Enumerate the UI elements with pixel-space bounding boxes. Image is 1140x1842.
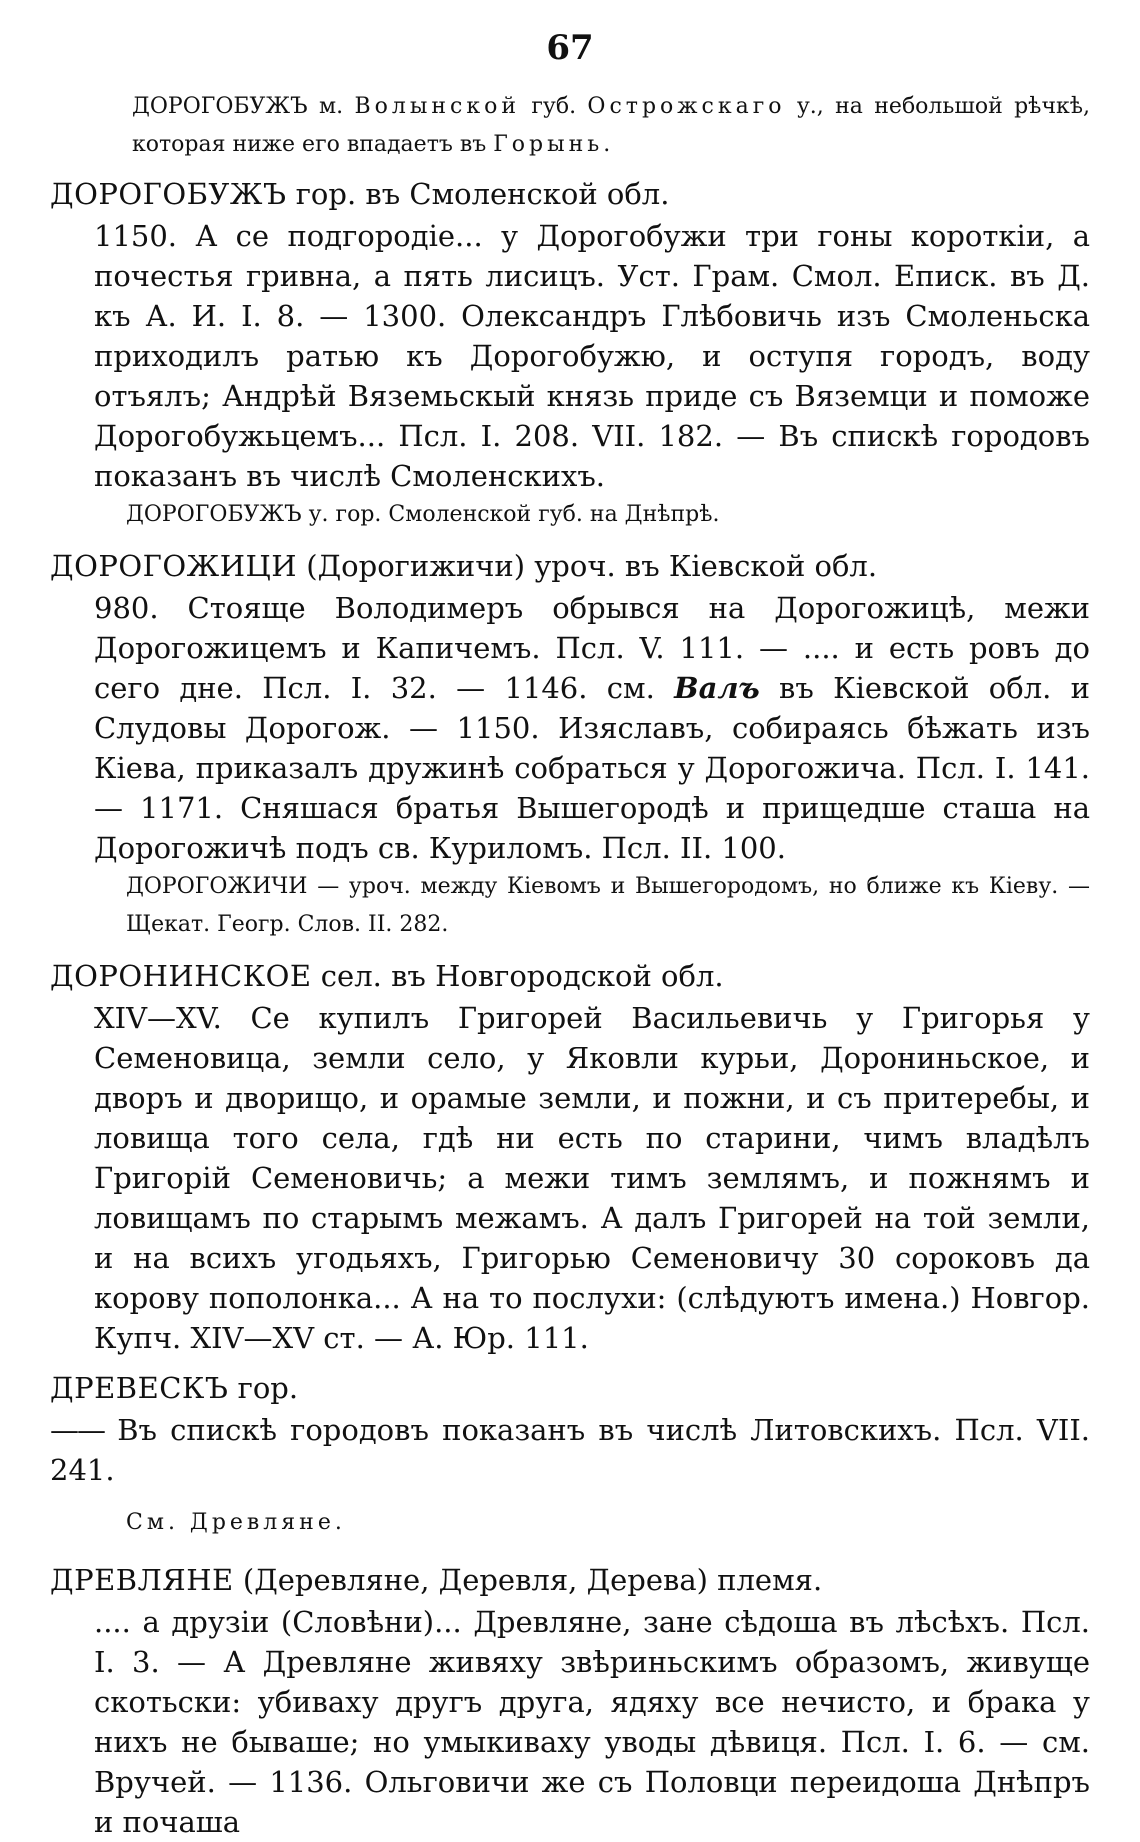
- entry-text: 1150. А се подгородіе... у Дорогобужи три гоны короткіи, а почестья гривна, а пять лисицъ. Уст. Грам. Смол. Еписк. въ Д. къ А. И. І. 8. — 1300. Олександръ Глѣбовичь изъ Смоленьска приходилъ ратью къ Дорогобужю, и оступя городъ, воду отъялъ; Андрѣй Вяземьскый князь приде съ Вяземци и поможе Дорогобужьцемъ... Псл. І. 208. VII. 182. — Въ спискѣ городовъ показанъ въ числѣ Смоленскихъ.: [94, 219, 1090, 493]
- headword: ДРЕВЕСКЪ: [50, 1371, 229, 1405]
- entry-dorogozhitsy-heading: [50, 544, 1090, 588]
- entry-description: (Дорогижичи) уроч. въ Кіевской обл.: [297, 549, 878, 583]
- headword: ДОРОНИНСКОЕ: [50, 959, 312, 993]
- note-headword: ДОРОГОЖИЧИ: [126, 874, 308, 899]
- entry-description: гор. въ Смоленской обл.: [286, 177, 670, 211]
- page-number: 67: [546, 28, 594, 68]
- cross-reference: Валъ: [674, 671, 760, 705]
- entry-text: .... а друзіи (Словѣни)... Древляне, зане сѣдоша въ лѣсѣхъ. Псл. І. 3. — А Древляне живяху звѣриньскимъ образомъ, живуще скотьски: убиваху другъ друга, ядяху все нечисто, и брака у нихъ не бываше; но умыкиваху уводы дѣвиця. Псл. І. 6. — см. Вручей. — 1136. Ольговичи же съ Половци переидоша Днѣпръ и почаша: [94, 1605, 1090, 1839]
- entry-description: (Деревляне, Деревля, Дерева) племя.: [233, 1563, 823, 1597]
- entry-description: сел. въ Новгородской обл.: [311, 959, 724, 993]
- entry-dorogobuzh-smolensk-heading: [50, 172, 1090, 216]
- entry-dorogobuzh-volyn: ДОРОГОБУЖЪ м. Волынской губ. Острожскаго у., на небольшой рѣчкѣ, которая ниже его впадаетъ въ Горынь.: [132, 94, 1091, 157]
- entry-description: гор.: [228, 1371, 299, 1405]
- entry-drevesk-heading: [50, 1366, 1090, 1410]
- headword: ДОРОГОБУЖЪ: [50, 177, 287, 211]
- entry-text: 980. Стояще Володимеръ обрывся на Дорогожицѣ, межи Дорогожицемъ и Капичемъ. Псл. V. 111. — .... и есть ровъ до сего дне. Псл. І. 32. — 1146. см. Валъ въ Кіевской обл. и Слудовы Дорогож. — 1150. Изяславъ, собираясь бѣжать изъ Кіева, приказалъ дружинѣ собраться у Дорогожича. Псл. І. 141. — 1171. Сняшася братья Вышегородѣ и прищедше сташа на Дорогожичѣ подъ св. Куриломъ. Псл. II. 100.: [94, 591, 1090, 865]
- headword: ДРЕВЛЯНЕ: [50, 1563, 234, 1597]
- see-also: См. Древляне.: [126, 1510, 346, 1535]
- entry-note: ДОРОГОЖИЧИ — уроч. между Кіевомъ и Вышегородомъ, но ближе къ Кіеву. — Щекат. Геогр. Слов. II. 282.: [126, 874, 1090, 937]
- entry-note: ДОРОГОБУЖЪ у. гор. Смоленской губ. на Днѣпрѣ.: [126, 502, 720, 527]
- headword: ДОРОГОЖИЦИ: [50, 549, 298, 583]
- headword: ДОРОГОБУЖЪ: [132, 94, 308, 119]
- entry-drevlyane-heading: [50, 1558, 1090, 1602]
- entry-text: —— Въ спискѣ городовъ показанъ въ числѣ Литовскихъ. Псл. VII. 241.: [50, 1413, 1090, 1487]
- dash-mark: ——: [50, 1413, 104, 1447]
- entry-doroninskoe-heading: [50, 954, 1090, 998]
- entry-text: XIV—XV. Се купилъ Григорей Васильевичь у Григорья у Семеновица, земли село, у Яковли курьи, Дорониньское, и дворъ и дворищо, и орамые земли, и пожни, и съ притеребы, и ловища того села, гдѣ ни есть по старини, чимъ владѣлъ Григорій Семеновичь; а межи тимъ землямъ, и пожнямъ и ловищамъ по старымъ межамъ. А далъ Григорей на той земли, и на всихъ угодьяхъ, Григорью Семеновичу 30 сороковъ да корову пополонка... А на то послухи: (слѣдуютъ имена.) Новгор. Купч. XIV—XV ст. — А. Юр. 111.: [94, 1001, 1090, 1355]
- dictionary-content: [50, 88, 1090, 1842]
